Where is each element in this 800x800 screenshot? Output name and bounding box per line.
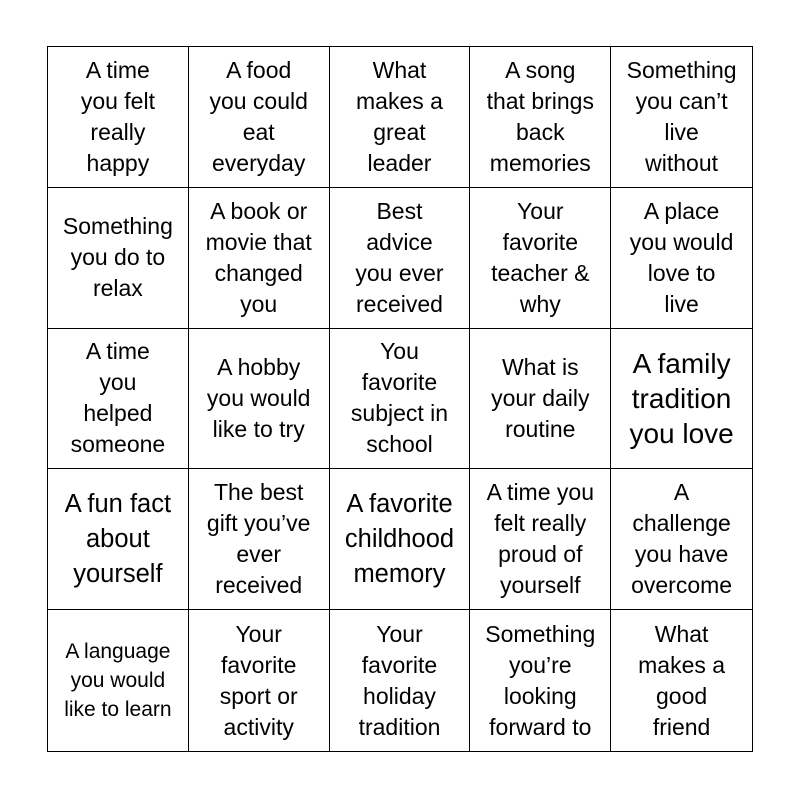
bingo-cell: A fun fact about yourself <box>48 469 189 610</box>
bingo-board <box>47 46 753 752</box>
bingo-cell: Your favorite holiday tradition <box>330 610 471 751</box>
bingo-cell: Something you can’t live without <box>611 47 752 188</box>
bingo-cell: A time you helped someone <box>48 329 189 470</box>
bingo-cell: What makes a great leader <box>330 47 471 188</box>
bingo-cell: What is your daily routine <box>470 329 611 470</box>
bingo-cell: Best advice you ever received <box>330 188 471 329</box>
bingo-cell: A time you felt really happy <box>48 47 189 188</box>
bingo-cell: Your favorite teacher & why <box>470 188 611 329</box>
bingo-cell: Your favorite sport or activity <box>189 610 330 751</box>
bingo-cell: You favorite subject in school <box>330 329 471 470</box>
bingo-cell: Something you do to relax <box>48 188 189 329</box>
bingo-cell: What makes a good friend <box>638 620 726 740</box>
bingo-cell: A song that brings back memories <box>470 47 611 188</box>
bingo-cell: A family tradition you love <box>611 329 752 470</box>
bingo-cell: A hobby you would like to try <box>189 329 330 470</box>
bingo-cell: The best gift you’ve ever received <box>189 469 330 610</box>
bingo-cell: A favorite childhood memory <box>330 469 471 610</box>
bingo-cell: A challenge you have overcome <box>611 469 752 610</box>
bingo-cell: A language you would like to learn <box>48 610 189 751</box>
bingo-cell: A place you would love to live <box>611 188 752 329</box>
bingo-cell: Something you’re looking forward to <box>470 610 611 751</box>
bingo-cell: A time you felt really proud of yourself <box>470 469 611 610</box>
bingo-cell: A food you could eat everyday <box>189 47 330 188</box>
bingo-cell: A book or movie that changed you <box>189 188 330 329</box>
